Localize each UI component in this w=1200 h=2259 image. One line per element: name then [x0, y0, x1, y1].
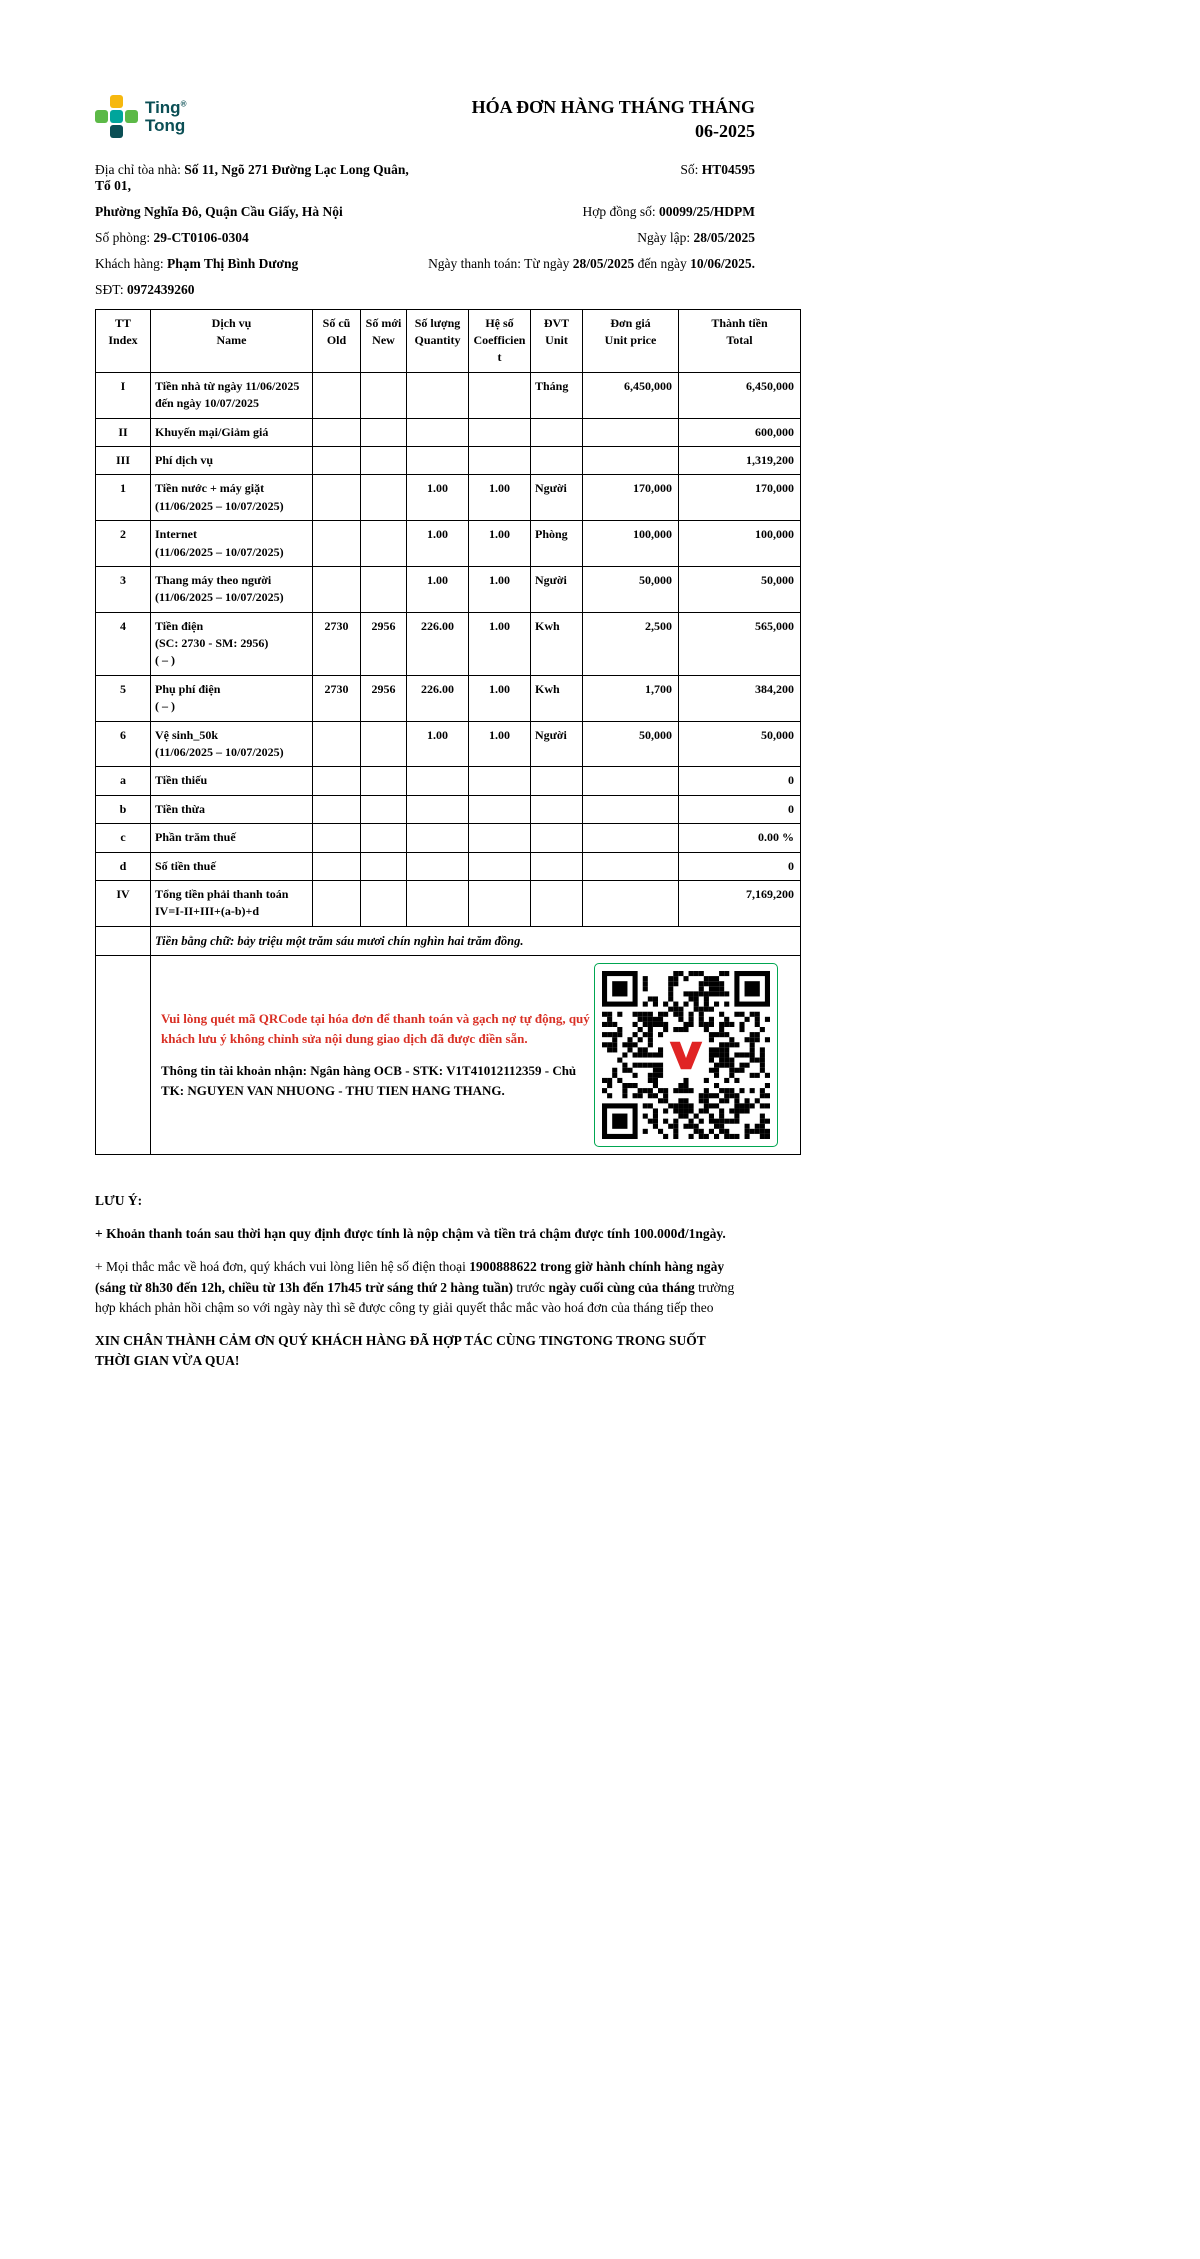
row-index: 1 — [96, 475, 151, 521]
header-coefficient: Hệ số Coefficient — [469, 309, 531, 372]
row-index: 4 — [96, 612, 151, 675]
service-name: Tổng tiền phải thanh toán IV=I-II+III+(a-b)+d — [151, 880, 313, 926]
late-payment-note — [95, 1224, 743, 1244]
unit — [531, 446, 583, 474]
coefficient: 1.00 — [469, 521, 531, 567]
new-reading — [361, 475, 407, 521]
coefficient — [469, 824, 531, 852]
quantity — [407, 852, 469, 880]
invoice-table-body — [96, 372, 801, 926]
row-index: III — [96, 446, 151, 474]
service-name: Vệ sinh_50k (11/06/2025 – 10/07/2025) — [151, 721, 313, 767]
service-name: Internet (11/06/2025 – 10/07/2025) — [151, 521, 313, 567]
table-row — [96, 372, 801, 418]
quantity — [407, 372, 469, 418]
line-total: 565,000 — [679, 612, 801, 675]
service-name: Thang máy theo người (11/06/2025 – 10/07/2025) — [151, 566, 313, 612]
text-segment: Phạm Thị Bình Dương — [166, 255, 299, 271]
coefficient: 1.00 — [469, 566, 531, 612]
text-segment: 29-CT0106-0304 — [153, 229, 249, 245]
payment-instructions — [155, 1009, 593, 1100]
coefficient — [469, 446, 531, 474]
line-total: 50,000 — [679, 721, 801, 767]
text-segment: Ngày thanh toán: Từ ngày — [428, 255, 573, 271]
new-reading — [361, 721, 407, 767]
table-row — [96, 566, 801, 612]
row-index: 2 — [96, 521, 151, 567]
table-row — [96, 880, 801, 926]
old-reading: 2730 — [313, 612, 361, 675]
table-row — [96, 795, 801, 823]
invoice-title: HÓA ĐƠN HÀNG THÁNG THÁNG 06-2025 — [471, 97, 755, 142]
quantity — [407, 880, 469, 926]
logo-square-teal — [110, 110, 123, 123]
line-total: 1,319,200 — [679, 446, 801, 474]
logo-square-yellow — [110, 95, 123, 108]
customer-phone — [95, 282, 418, 298]
bank-account-info — [161, 1061, 593, 1100]
coefficient: 1.00 — [469, 612, 531, 675]
header-index: TT Index — [96, 309, 151, 372]
text-segment: 1900888622 trong giờ hành chính hàng ngày (sáng từ 8h30 đến 12h, chiều từ 13h đến 17h45 trừ sáng thứ 2 hàng tuần) — [95, 1259, 725, 1295]
service-name: Tiền thừa — [151, 795, 313, 823]
unit-price — [583, 795, 679, 823]
invoice-number — [428, 162, 755, 194]
text-segment: 0972439260 — [126, 281, 195, 297]
qr-code-image — [602, 971, 770, 1139]
service-name: Tiền nước + máy giặt (11/06/2025 – 10/07/2025) — [151, 475, 313, 521]
old-reading — [313, 446, 361, 474]
text-segment: Tiền bằng chữ: — [155, 933, 238, 948]
logo-text-ting: Ting — [145, 97, 181, 117]
service-name: Số tiền thuế — [151, 852, 313, 880]
thanks-note: XIN CHÂN THÀNH CẢM ƠN QUÝ KHÁCH HÀNG ĐÃ HỢP TÁC CÙNG TINGTONG TRONG SUỐT THỜI GIAN VỪA QUA! — [95, 1333, 706, 1369]
service-name: Khuyến mại/Giảm giá — [151, 418, 313, 446]
quantity — [407, 767, 469, 795]
logo-square-green-2 — [125, 110, 138, 123]
header-old: Số cũ Old — [313, 309, 361, 372]
unit-price: 1,700 — [583, 675, 679, 721]
text-segment: Địa chỉ tòa nhà: — [95, 161, 185, 177]
new-reading — [361, 880, 407, 926]
line-total: 170,000 — [679, 475, 801, 521]
old-reading — [313, 795, 361, 823]
old-reading — [313, 418, 361, 446]
coefficient — [469, 418, 531, 446]
quantity: 1.00 — [407, 566, 469, 612]
text-segment: bảy triệu một trăm sáu mươi chín nghìn hai trăm đồng. — [237, 933, 524, 948]
new-reading — [361, 418, 407, 446]
unit-price — [583, 852, 679, 880]
line-total: 6,450,000 — [679, 372, 801, 418]
qr-code — [594, 963, 778, 1147]
unit — [531, 767, 583, 795]
unit-price — [583, 418, 679, 446]
text-segment: ngày cuối cùng của tháng — [548, 1279, 695, 1295]
quantity: 1.00 — [407, 721, 469, 767]
line-total: 384,200 — [679, 675, 801, 721]
row-index: 6 — [96, 721, 151, 767]
row-index: c — [96, 824, 151, 852]
text-segment: NGUYEN VAN NHUONG - THU TIEN HANG THANG — [187, 1082, 502, 1098]
text-segment: 28/05/2025 — [693, 229, 755, 245]
service-name: Phần trăm thuế — [151, 824, 313, 852]
old-reading — [313, 767, 361, 795]
quantity — [407, 446, 469, 474]
coefficient — [469, 880, 531, 926]
row-index: IV — [96, 880, 151, 926]
old-reading — [313, 475, 361, 521]
unit-price: 6,450,000 — [583, 372, 679, 418]
logo-square-dark — [110, 125, 123, 138]
text-segment: Ngày lập: — [637, 229, 694, 245]
old-reading — [313, 721, 361, 767]
amount-in-words-row — [96, 926, 801, 955]
header-new: Số mới New — [361, 309, 407, 372]
payment-cell — [151, 955, 801, 1154]
payment-date-range — [428, 256, 755, 272]
info-empty — [428, 282, 755, 298]
text-segment: trường hợp khách phản hồi chậm so với ngày này thì sẽ được công ty giải quyết thắc mắc vào hoá đơn của tháng tiếp theo — [95, 1279, 735, 1315]
tingtong-logo — [95, 95, 186, 138]
old-reading — [313, 521, 361, 567]
building-address-line-1 — [95, 162, 418, 194]
invoice-header — [95, 95, 800, 144]
invoice-footer — [95, 1191, 743, 1372]
text-segment: Số phòng: — [95, 229, 154, 245]
unit-price: 50,000 — [583, 721, 679, 767]
new-reading — [361, 372, 407, 418]
text-segment: - Chủ TK: — [161, 1063, 577, 1098]
unit-price: 170,000 — [583, 475, 679, 521]
old-reading — [313, 852, 361, 880]
row-index: 5 — [96, 675, 151, 721]
unit-price: 2,500 — [583, 612, 679, 675]
line-total: 0 — [679, 795, 801, 823]
tingtong-logo-icon — [95, 95, 138, 138]
header-total: Thành tiền Total — [679, 309, 801, 372]
quantity: 1.00 — [407, 521, 469, 567]
row-index: d — [96, 852, 151, 880]
service-name: Tiền thiếu — [151, 767, 313, 795]
coefficient: 1.00 — [469, 675, 531, 721]
unit: Người — [531, 566, 583, 612]
unit — [531, 852, 583, 880]
contract-number — [428, 204, 755, 220]
table-row — [96, 418, 801, 446]
quantity — [407, 795, 469, 823]
unit-price — [583, 880, 679, 926]
line-total: 0 — [679, 767, 801, 795]
header-service: Dịch vụ Name — [151, 309, 313, 372]
new-reading — [361, 795, 407, 823]
line-total: 0 — [679, 852, 801, 880]
unit-price — [583, 767, 679, 795]
text-segment: HT04595 — [701, 161, 755, 177]
text-segment: trước — [512, 1279, 549, 1295]
unit: Người — [531, 475, 583, 521]
line-total: 7,169,200 — [679, 880, 801, 926]
text-segment: Số: — [680, 161, 702, 177]
text-segment: V1T41012112359 — [446, 1063, 542, 1079]
service-name: Tiền điện (SC: 2730 - SM: 2956) ( – ) — [151, 612, 313, 675]
qr-instruction-note: Vui lòng quét mã QRCode tại hóa đơn để thanh toán và gạch nợ tự động, quý khách lưu ý không chỉnh sửa nội dung giao dịch đã được điền sẵn. — [161, 1011, 590, 1046]
amount-in-words — [151, 926, 801, 955]
old-reading — [313, 372, 361, 418]
text-segment: Số 11, Ngõ 271 Đường Lạc Long Quân, Tổ 01, — [95, 161, 409, 193]
invoice-table — [95, 309, 801, 1155]
coefficient — [469, 767, 531, 795]
new-reading — [361, 767, 407, 795]
unit: Tháng — [531, 372, 583, 418]
quantity: 226.00 — [407, 675, 469, 721]
contact-note — [95, 1257, 743, 1318]
coefficient — [469, 372, 531, 418]
old-reading: 2730 — [313, 675, 361, 721]
table-row — [96, 824, 801, 852]
text-segment: Phường Nghĩa Đô, Quận Cầu Giấy, Hà Nội — [95, 203, 343, 219]
empty-cell — [96, 955, 151, 1154]
new-reading: 2956 — [361, 675, 407, 721]
table-row — [96, 612, 801, 675]
line-total: 100,000 — [679, 521, 801, 567]
table-row — [96, 675, 801, 721]
text-segment: Thông tin tài khoản nhận: Ngân hàng OCB - STK: — [161, 1063, 447, 1079]
unit: Người — [531, 721, 583, 767]
unit — [531, 418, 583, 446]
header-unit-price: Đơn giá Unit price — [583, 309, 679, 372]
text-segment: + Mọi thắc mắc về hoá đơn, quý khách vui lòng liên hệ số điện thoại — [95, 1259, 470, 1275]
row-index: a — [96, 767, 151, 795]
text-segment: đến ngày — [634, 255, 691, 271]
coefficient: 1.00 — [469, 721, 531, 767]
new-reading: 2956 — [361, 612, 407, 675]
unit-price: 100,000 — [583, 521, 679, 567]
new-reading — [361, 521, 407, 567]
logo-wordmark — [145, 99, 186, 134]
coefficient — [469, 852, 531, 880]
text-segment: 00099/25/HDPM — [659, 203, 755, 219]
old-reading — [313, 824, 361, 852]
unit: Kwh — [531, 675, 583, 721]
unit-price — [583, 824, 679, 852]
line-total: 600,000 — [679, 418, 801, 446]
table-row — [96, 475, 801, 521]
table-row — [96, 721, 801, 767]
quantity — [407, 418, 469, 446]
logo-text-tong: Tong — [145, 115, 186, 135]
new-reading — [361, 824, 407, 852]
table-row — [96, 446, 801, 474]
issue-date — [428, 230, 755, 246]
empty-cell — [96, 926, 151, 955]
quantity: 226.00 — [407, 612, 469, 675]
text-segment: + Khoản thanh toán sau thời hạn quy định được tính là nộp chậm và tiền trả chậm được tính 100.000đ/1ngày. — [95, 1226, 726, 1242]
text-segment: 28/05/2025 — [572, 255, 635, 271]
coefficient: 1.00 — [469, 475, 531, 521]
header-quantity: Số lượng Quantity — [407, 309, 469, 372]
unit-price — [583, 446, 679, 474]
table-header-row — [96, 309, 801, 372]
line-total: 50,000 — [679, 566, 801, 612]
table-row — [96, 767, 801, 795]
unit — [531, 880, 583, 926]
text-segment: 10/06/2025. — [690, 255, 755, 271]
room-number — [95, 230, 418, 246]
quantity: 1.00 — [407, 475, 469, 521]
table-row — [96, 852, 801, 880]
unit — [531, 824, 583, 852]
text-segment: Hợp đồng số: — [582, 203, 659, 219]
text-segment: SĐT: — [95, 281, 127, 297]
header-unit: ĐVT Unit — [531, 309, 583, 372]
line-total: 0.00 % — [679, 824, 801, 852]
coefficient — [469, 795, 531, 823]
invoice-page — [95, 0, 800, 1372]
row-index: 3 — [96, 566, 151, 612]
unit-price: 50,000 — [583, 566, 679, 612]
service-name: Tiền nhà từ ngày 11/06/2025 đến ngày 10/07/2025 — [151, 372, 313, 418]
text-segment: . — [501, 1082, 505, 1098]
new-reading — [361, 446, 407, 474]
row-index: II — [96, 418, 151, 446]
unit: Kwh — [531, 612, 583, 675]
row-index: I — [96, 372, 151, 418]
new-reading — [361, 852, 407, 880]
customer-name — [95, 256, 418, 272]
note-title: LƯU Ý: — [95, 1192, 143, 1208]
old-reading — [313, 566, 361, 612]
text-segment: Khách hàng: — [95, 255, 167, 271]
registered-mark-icon: ® — [180, 99, 187, 109]
unit: Phòng — [531, 521, 583, 567]
logo-square-green — [95, 110, 108, 123]
table-row — [96, 521, 801, 567]
invoice-info — [95, 162, 800, 298]
new-reading — [361, 566, 407, 612]
service-name: Phụ phí điện ( – ) — [151, 675, 313, 721]
quantity — [407, 824, 469, 852]
service-name: Phí dịch vụ — [151, 446, 313, 474]
unit — [531, 795, 583, 823]
building-address-line-2 — [95, 204, 418, 220]
payment-qr-row — [96, 955, 801, 1154]
old-reading — [313, 880, 361, 926]
row-index: b — [96, 795, 151, 823]
